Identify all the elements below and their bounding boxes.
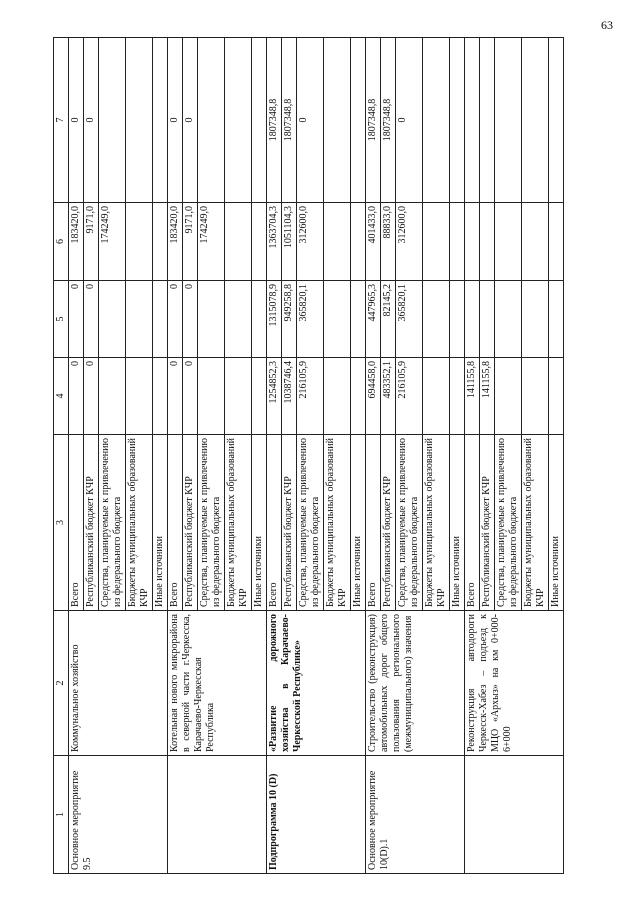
value-cell [351, 281, 366, 358]
value-cell: 312600,0 [396, 203, 423, 281]
funding-source-cell: Всего [366, 435, 381, 611]
value-cell [495, 281, 522, 358]
column-header: 4 [54, 358, 69, 435]
value-cell: 174249,0 [198, 203, 225, 281]
table-row [366, 38, 381, 874]
value-cell [225, 281, 252, 358]
value-cell [153, 38, 168, 203]
value-cell [225, 358, 252, 435]
value-cell: 401433,0 [366, 203, 381, 281]
value-cell: 0 [168, 38, 183, 203]
value-cell [450, 38, 465, 203]
funding-source-cell: Республиканский бюджет КЧР [480, 435, 495, 611]
column-header: 2 [54, 611, 69, 756]
value-cell [495, 203, 522, 281]
value-cell [465, 203, 480, 281]
column-header: 1 [54, 756, 69, 874]
value-cell [198, 38, 225, 203]
funding-source-cell: Иные источники [351, 435, 366, 611]
value-cell [252, 358, 267, 435]
value-cell: 9171,0 [183, 203, 198, 281]
value-cell: 312600,0 [297, 203, 324, 281]
value-cell [126, 38, 153, 203]
value-cell [126, 281, 153, 358]
funding-source-cell: Средства, планируемые к привлечению из федерального бюджета [297, 435, 324, 611]
table-row [168, 38, 183, 874]
value-cell: 0 [183, 38, 198, 203]
page-number: 63 [601, 18, 613, 32]
value-cell [480, 203, 495, 281]
value-cell: 447965,3 [366, 281, 381, 358]
value-cell [324, 358, 351, 435]
value-cell [252, 203, 267, 281]
value-cell [351, 38, 366, 203]
value-cell: 1807348,8 [381, 38, 396, 203]
table-body [54, 38, 564, 874]
value-cell [423, 38, 450, 203]
value-cell [351, 203, 366, 281]
funding-source-cell: Всего [69, 435, 84, 611]
funding-source-cell: Всего [465, 435, 480, 611]
value-cell [465, 38, 480, 203]
value-cell: 141155,8 [465, 358, 480, 435]
value-cell [495, 38, 522, 203]
program-code-cell [465, 756, 564, 874]
value-cell: 0 [69, 38, 84, 203]
value-cell: 365820,1 [297, 281, 324, 358]
value-cell: 0 [183, 281, 198, 358]
value-cell: 1315078,9 [267, 281, 282, 358]
value-cell: 9171,0 [84, 203, 99, 281]
value-cell: 174249,0 [99, 203, 126, 281]
funding-table [53, 37, 564, 874]
funding-source-cell: Иные источники [252, 435, 267, 611]
value-cell [324, 203, 351, 281]
value-cell: 1363704,3 [267, 203, 282, 281]
value-cell: 0 [396, 38, 423, 203]
value-cell [324, 38, 351, 203]
value-cell [99, 281, 126, 358]
funding-source-cell: Средства, планируемые к привлечению из федерального бюджета [495, 435, 522, 611]
value-cell [423, 281, 450, 358]
program-name-cell: «Развитие дорожного хозяйства в Карачаево-Черкесской Республике» [267, 611, 366, 756]
funding-source-cell: Бюджеты муниципальных образований КЧР [522, 435, 549, 611]
value-cell [99, 38, 126, 203]
value-cell: 1807348,8 [282, 38, 297, 203]
value-cell: 0 [297, 38, 324, 203]
value-cell [549, 203, 564, 281]
value-cell [351, 358, 366, 435]
funding-source-cell: Республиканский бюджет КЧР [381, 435, 396, 611]
funding-source-cell: Республиканский бюджет КЧР [282, 435, 297, 611]
value-cell: 0 [168, 281, 183, 358]
value-cell: 82145,2 [381, 281, 396, 358]
value-cell: 0 [84, 281, 99, 358]
value-cell [522, 38, 549, 203]
column-header: 3 [54, 435, 69, 611]
program-code-cell: Основное мероприятие 9.5 [69, 756, 168, 874]
value-cell [495, 358, 522, 435]
table-row [267, 38, 282, 874]
funding-source-cell: Иные источники [153, 435, 168, 611]
value-cell [252, 281, 267, 358]
value-cell [480, 38, 495, 203]
funding-source-cell: Бюджеты муниципальных образований КЧР [324, 435, 351, 611]
column-header: 7 [54, 38, 69, 203]
column-header: 6 [54, 203, 69, 281]
value-cell [450, 281, 465, 358]
value-cell [126, 358, 153, 435]
value-cell: 216105,9 [396, 358, 423, 435]
funding-source-cell: Бюджеты муниципальных образований КЧР [126, 435, 153, 611]
value-cell [198, 358, 225, 435]
value-cell [522, 281, 549, 358]
value-cell [153, 203, 168, 281]
value-cell [99, 358, 126, 435]
value-cell [126, 203, 153, 281]
value-cell [324, 281, 351, 358]
value-cell [549, 358, 564, 435]
value-cell: 1807348,8 [267, 38, 282, 203]
header-row [54, 38, 69, 874]
value-cell: 1038746,4 [282, 358, 297, 435]
value-cell: 0 [84, 358, 99, 435]
value-cell [549, 38, 564, 203]
rotated-page [53, 38, 605, 874]
value-cell [465, 281, 480, 358]
value-cell [225, 38, 252, 203]
value-cell: 1254852,3 [267, 358, 282, 435]
value-cell [252, 38, 267, 203]
value-cell [225, 203, 252, 281]
table-row [69, 38, 84, 874]
program-code-cell: Основное мероприятие 10(D).1 [366, 756, 465, 874]
value-cell: 0 [168, 358, 183, 435]
value-cell [549, 281, 564, 358]
value-cell [480, 281, 495, 358]
value-cell [153, 281, 168, 358]
value-cell [450, 358, 465, 435]
value-cell: 949258,8 [282, 281, 297, 358]
value-cell: 183420,0 [69, 203, 84, 281]
value-cell: 0 [69, 358, 84, 435]
funding-source-cell: Бюджеты муниципальных образований КЧР [225, 435, 252, 611]
funding-source-cell: Средства, планируемые к привлечению из федерального бюджета [99, 435, 126, 611]
program-code-cell [168, 756, 267, 874]
funding-source-cell: Иные источники [450, 435, 465, 611]
value-cell [423, 358, 450, 435]
value-cell: 0 [183, 358, 198, 435]
funding-source-cell: Республиканский бюджет КЧР [183, 435, 198, 611]
funding-source-cell: Всего [168, 435, 183, 611]
funding-source-cell: Бюджеты муниципальных образований КЧР [423, 435, 450, 611]
value-cell: 141155,8 [480, 358, 495, 435]
value-cell: 1051104,3 [282, 203, 297, 281]
value-cell [522, 203, 549, 281]
column-header: 5 [54, 281, 69, 358]
value-cell: 0 [84, 38, 99, 203]
program-name-cell: Коммунальное хозяйство [69, 611, 168, 756]
funding-source-cell: Всего [267, 435, 282, 611]
value-cell [522, 358, 549, 435]
program-code-cell: Подпрограмма 10 (D) [267, 756, 366, 874]
funding-source-cell: Средства, планируемые к привлечению из федерального бюджета [396, 435, 423, 611]
value-cell: 183420,0 [168, 203, 183, 281]
value-cell: 694458,0 [366, 358, 381, 435]
value-cell [423, 203, 450, 281]
program-name-cell: Реконструкция автодороги Черкесск-Хабез – подъезд к МЦО «Архыз» на км 0+000-6+000 [465, 611, 564, 756]
value-cell [450, 203, 465, 281]
value-cell: 88833,0 [381, 203, 396, 281]
value-cell [153, 358, 168, 435]
value-cell: 216105,9 [297, 358, 324, 435]
funding-source-cell: Средства, планируемые к привлечению из федерального бюджета [198, 435, 225, 611]
program-name-cell: Строительство (реконструкция) автомобильных дорог общего пользования регионального (межмуниципального) значения [366, 611, 465, 756]
value-cell: 483352,1 [381, 358, 396, 435]
funding-source-cell: Иные источники [549, 435, 564, 611]
program-name-cell: Котельная нового микрорайона в северной части г.Черкесска, Карачаево-Черкесская Республика [168, 611, 267, 756]
value-cell [198, 281, 225, 358]
funding-source-cell: Республиканский бюджет КЧР [84, 435, 99, 611]
value-cell: 1807348,8 [366, 38, 381, 203]
table-row [465, 38, 480, 874]
value-cell: 0 [69, 281, 84, 358]
value-cell: 365820,1 [396, 281, 423, 358]
